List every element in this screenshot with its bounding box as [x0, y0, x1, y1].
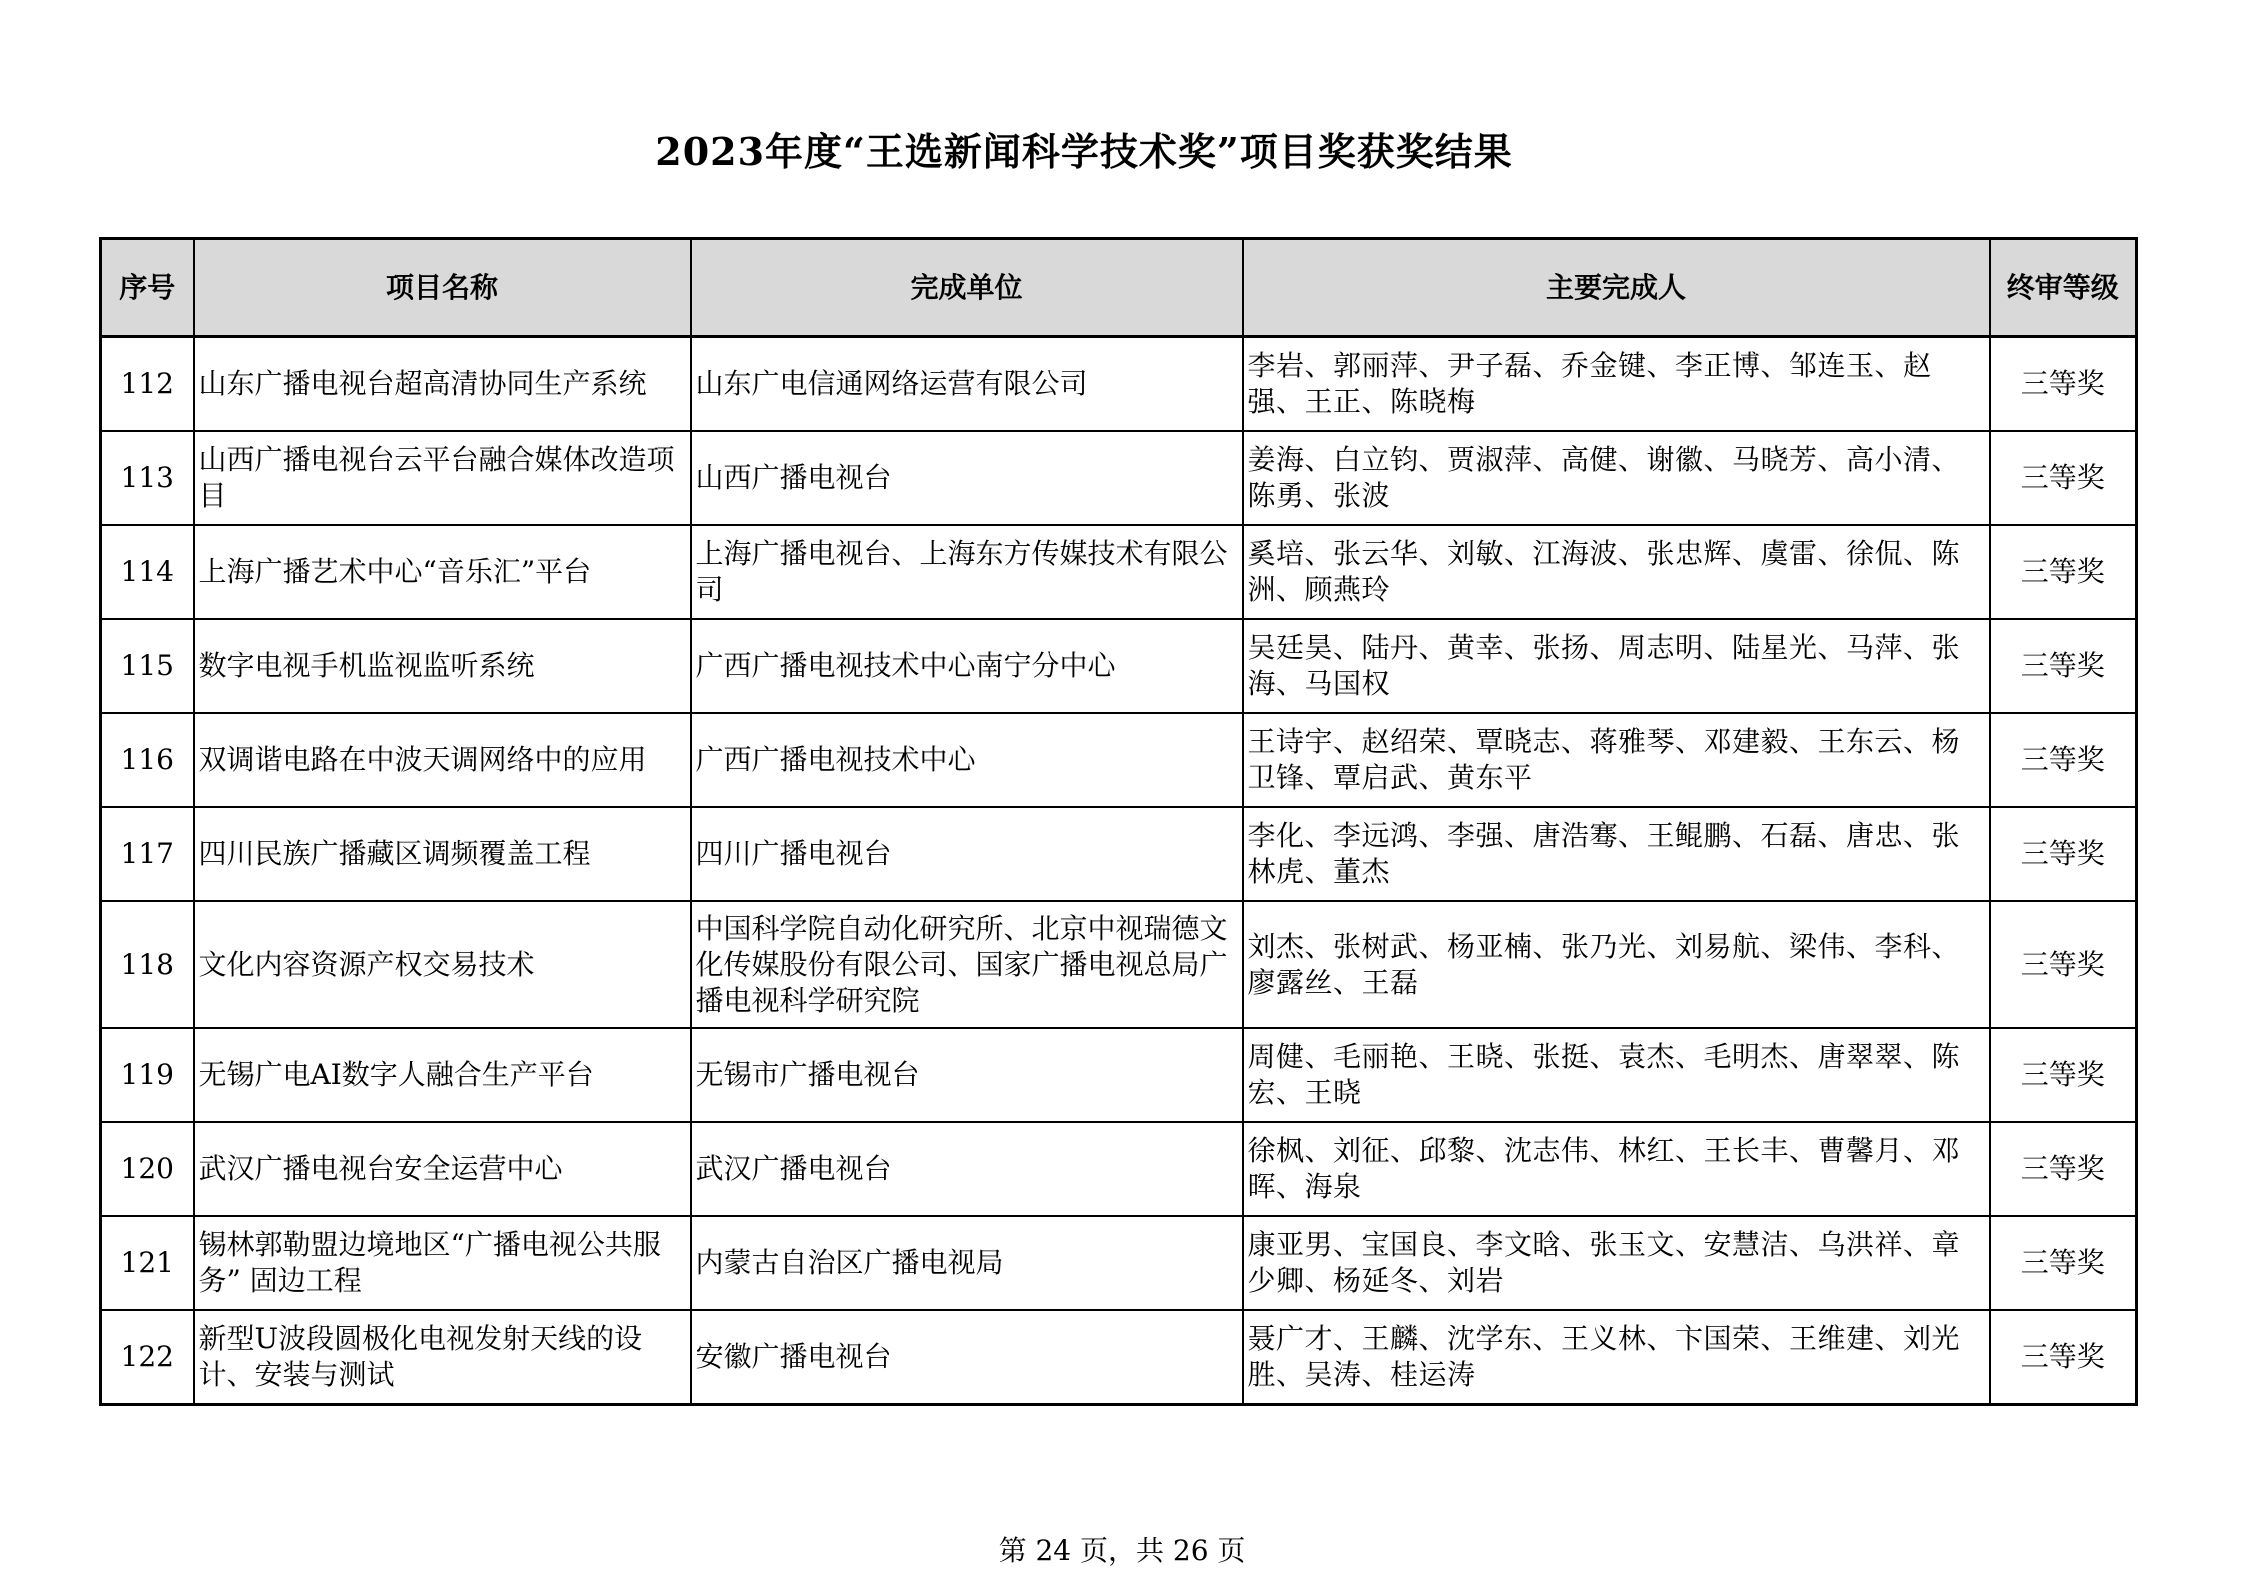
main-contributors: 周健、毛丽艳、王晓、张挺、袁杰、毛明杰、唐翠翠、陈宏、王晓	[1243, 1028, 1990, 1122]
table-row	[101, 431, 2137, 525]
completing-unit: 内蒙古自治区广播电视局	[691, 1216, 1243, 1310]
completing-unit: 中国科学院自动化研究所、北京中视瑞德文化传媒股份有限公司、国家广播电视总局广播电视科学研究院	[691, 901, 1243, 1028]
table-row	[101, 619, 2137, 713]
table-row	[101, 1310, 2137, 1405]
row-number: 121	[101, 1216, 194, 1310]
award-level: 三等奖	[1990, 619, 2137, 713]
row-number: 117	[101, 807, 194, 901]
completing-unit: 无锡市广播电视台	[691, 1028, 1243, 1122]
project-name: 无锡广电AI数字人融合生产平台	[194, 1028, 691, 1122]
table-row	[101, 901, 2137, 1028]
award-level: 三等奖	[1990, 713, 2137, 807]
page-number-footer: 第 24 页，共 26 页	[998, 1534, 1246, 1567]
main-contributors: 刘杰、张树武、杨亚楠、张乃光、刘易航、梁伟、李科、廖露丝、王磊	[1243, 901, 1990, 1028]
project-name: 山东广播电视台超高清协同生产系统	[194, 337, 691, 432]
award-level: 三等奖	[1990, 1122, 2137, 1216]
awards-table	[99, 237, 2138, 1406]
project-name: 四川民族广播藏区调频覆盖工程	[194, 807, 691, 901]
main-contributors: 徐枫、刘征、邱黎、沈志伟、林红、王长丰、曹馨月、邓晖、海泉	[1243, 1122, 1990, 1216]
row-number: 120	[101, 1122, 194, 1216]
table-row	[101, 713, 2137, 807]
table-row	[101, 1028, 2137, 1122]
award-level: 三等奖	[1990, 807, 2137, 901]
page-title: 2023年度“王选新闻科学技术奖”项目奖获奖结果	[655, 129, 1513, 174]
completing-unit: 广西广播电视技术中心南宁分中心	[691, 619, 1243, 713]
column-header-unit: 完成单位	[691, 239, 1243, 337]
table-row	[101, 807, 2137, 901]
column-header-name: 项目名称	[194, 239, 691, 337]
main-contributors: 姜海、白立钧、贾淑萍、高健、谢徽、马晓芳、高小清、陈勇、张波	[1243, 431, 1990, 525]
table-row	[101, 1122, 2137, 1216]
award-level: 三等奖	[1990, 1310, 2137, 1405]
row-number: 118	[101, 901, 194, 1028]
award-level: 三等奖	[1990, 431, 2137, 525]
completing-unit: 四川广播电视台	[691, 807, 1243, 901]
row-number: 113	[101, 431, 194, 525]
main-contributors: 聂广才、王麟、沈学东、王义林、卞国荣、王维建、刘光胜、吴涛、桂运涛	[1243, 1310, 1990, 1405]
award-level: 三等奖	[1990, 337, 2137, 432]
completing-unit: 安徽广播电视台	[691, 1310, 1243, 1405]
main-contributors: 吴廷昊、陆丹、黄幸、张扬、周志明、陆星光、马萍、张海、马国权	[1243, 619, 1990, 713]
main-contributors: 奚培、张云华、刘敏、江海波、张忠辉、虞雷、徐侃、陈洲、顾燕玲	[1243, 525, 1990, 619]
completing-unit: 上海广播电视台、上海东方传媒技术有限公司	[691, 525, 1243, 619]
row-number: 112	[101, 337, 194, 432]
completing-unit: 武汉广播电视台	[691, 1122, 1243, 1216]
table-row	[101, 1216, 2137, 1310]
column-header-no: 序号	[101, 239, 194, 337]
row-number: 119	[101, 1028, 194, 1122]
project-name: 上海广播艺术中心“音乐汇”平台	[194, 525, 691, 619]
column-header-people: 主要完成人	[1243, 239, 1990, 337]
row-number: 122	[101, 1310, 194, 1405]
project-name: 锡林郭勒盟边境地区“广播电视公共服务” 固边工程	[194, 1216, 691, 1310]
award-level: 三等奖	[1990, 1216, 2137, 1310]
project-name: 文化内容资源产权交易技术	[194, 901, 691, 1028]
project-name: 数字电视手机监视监听系统	[194, 619, 691, 713]
row-number: 115	[101, 619, 194, 713]
project-name: 双调谐电路在中波天调网络中的应用	[194, 713, 691, 807]
completing-unit: 山东广电信通网络运营有限公司	[691, 337, 1243, 432]
completing-unit: 广西广播电视技术中心	[691, 713, 1243, 807]
project-name: 新型U波段圆极化电视发射天线的设计、安装与测试	[194, 1310, 691, 1405]
main-contributors: 李岩、郭丽萍、尹子磊、乔金键、李正博、邹连玉、赵强、王正、陈晓梅	[1243, 337, 1990, 432]
header-row	[101, 239, 2137, 337]
column-header-level: 终审等级	[1990, 239, 2137, 337]
completing-unit: 山西广播电视台	[691, 431, 1243, 525]
row-number: 114	[101, 525, 194, 619]
table-row	[101, 525, 2137, 619]
award-level: 三等奖	[1990, 525, 2137, 619]
row-number: 116	[101, 713, 194, 807]
main-contributors: 王诗宇、赵绍荣、覃晓志、蒋雅琴、邓建毅、王东云、杨卫锋、覃启武、黄东平	[1243, 713, 1990, 807]
table-row	[101, 337, 2137, 432]
main-contributors: 康亚男、宝国良、李文晗、张玉文、安慧洁、乌洪祥、章少卿、杨延冬、刘岩	[1243, 1216, 1990, 1310]
award-level: 三等奖	[1990, 1028, 2137, 1122]
project-name: 武汉广播电视台安全运营中心	[194, 1122, 691, 1216]
award-level: 三等奖	[1990, 901, 2137, 1028]
project-name: 山西广播电视台云平台融合媒体改造项目	[194, 431, 691, 525]
main-contributors: 李化、李远鸿、李强、唐浩骞、王鲲鹏、石磊、唐忠、张林虎、董杰	[1243, 807, 1990, 901]
